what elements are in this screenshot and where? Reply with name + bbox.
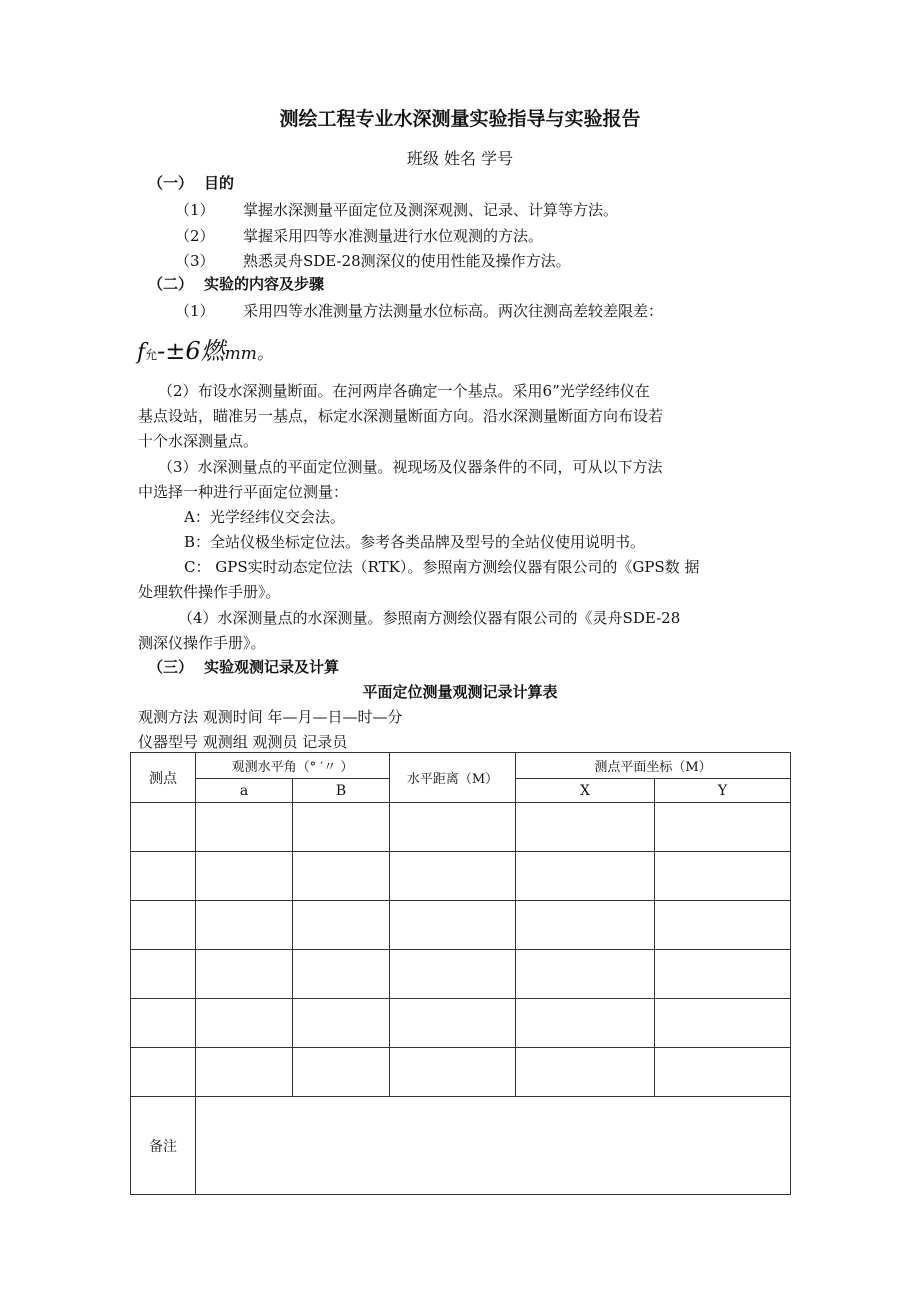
cell[interactable]: [655, 901, 791, 950]
cell[interactable]: [131, 803, 196, 852]
doc-title: 测绘工程专业水深测量实验指导与实验报告: [279, 108, 641, 130]
cell[interactable]: [655, 803, 791, 852]
cell[interactable]: [390, 1048, 516, 1097]
table-row: [131, 901, 791, 950]
section-2-heading: [148, 273, 324, 294]
cell[interactable]: [131, 1048, 196, 1097]
cell[interactable]: [196, 852, 293, 901]
section-1-heading: [148, 172, 234, 193]
cell[interactable]: [655, 1048, 791, 1097]
step-4-line-2: 测深仪操作手册》。: [138, 634, 266, 652]
section-3-heading: [148, 656, 339, 677]
cell[interactable]: [516, 950, 655, 999]
remark-cell[interactable]: [196, 1097, 791, 1195]
section-1-title: 目的: [204, 174, 235, 192]
formula-sub: 允: [145, 348, 158, 362]
remark-label: 备注: [131, 1097, 196, 1195]
cell[interactable]: [293, 852, 390, 901]
cell[interactable]: [131, 999, 196, 1048]
cell[interactable]: [516, 901, 655, 950]
cell[interactable]: [293, 999, 390, 1048]
cell[interactable]: [293, 901, 390, 950]
remark-row: [131, 1097, 791, 1195]
cell[interactable]: [196, 1048, 293, 1097]
cell[interactable]: [390, 901, 516, 950]
objective-1-num: （1）: [175, 201, 215, 219]
cell[interactable]: [390, 999, 516, 1048]
table-info-line-2: 仪器型号 观测组 观测员 记录员: [138, 733, 348, 751]
formula-body: -±6: [157, 337, 201, 365]
section-2-title: 实验的内容及步骤: [204, 275, 325, 293]
method-c-line-1: C： GPS实时动态定位法（RTK）。参照南方测绘仪器有限公司的《GPS数 据: [184, 558, 700, 576]
objective-2-text: 掌握采用四等水准测量进行水位观测的方法。: [243, 227, 544, 245]
tolerance-formula: [137, 331, 274, 366]
record-table: [130, 752, 791, 1195]
objective-3: [175, 250, 571, 271]
header-y: Y: [655, 779, 791, 803]
class-name-id-line: 班级 姓名 学号: [406, 149, 514, 168]
cell[interactable]: [655, 852, 791, 901]
step-4-line-1: （4）水深测量点的水深测量。参照南方测绘仪器有限公司的《灵舟SDE-28: [178, 609, 681, 627]
step-3-line-2: 中选择一种进行平面定位测量：: [138, 483, 349, 501]
cell[interactable]: [390, 852, 516, 901]
cell[interactable]: [516, 852, 655, 901]
cell[interactable]: [131, 901, 196, 950]
cell[interactable]: [516, 1048, 655, 1097]
header-b: B: [293, 779, 390, 803]
section-3-num: （三）: [148, 658, 194, 676]
table-row: [131, 852, 791, 901]
cell[interactable]: [293, 1048, 390, 1097]
table-row: [131, 950, 791, 999]
step-2-line-3: 十个水深测量点。: [138, 432, 259, 450]
step-2-line-2: 基点设站，瞄准另一基点，标定水深测量断面方向。沿水深测量断面方向布设若: [138, 407, 664, 425]
method-a: A：光学经纬仪交会法。: [184, 508, 345, 526]
section-2-num: （二）: [148, 275, 194, 293]
header-point: 测点: [131, 753, 196, 803]
step-2-line-1: （2）布设水深测量断面。在河两岸各确定一个基点。采用6”光学经纬仪在: [158, 382, 650, 400]
cell[interactable]: [196, 901, 293, 950]
cell[interactable]: [655, 950, 791, 999]
cell[interactable]: [390, 803, 516, 852]
cell[interactable]: [293, 950, 390, 999]
table-info-line-1: 观测方法 观测时间 年—月—日—时—分: [138, 708, 403, 726]
step-1-text: 采用四等水准测量方法测量水位标高。两次往测高差较差限差：: [243, 302, 664, 320]
method-b: B：全站仪极坐标定位法。参考各类品牌及型号的全站仪使用说明书。: [184, 533, 646, 551]
objective-1-text: 掌握水深测量平面定位及测深观测、记录、计算等方法。: [243, 201, 619, 219]
method-c-line-2: 处理软件操作手册》。: [138, 583, 281, 601]
cell[interactable]: [196, 950, 293, 999]
cell[interactable]: [655, 999, 791, 1048]
formula-f: f: [137, 340, 146, 365]
table-row: [131, 1048, 791, 1097]
step-1: [175, 300, 663, 321]
table-row: [131, 999, 791, 1048]
table-title: 平面定位测量观测记录计算表: [362, 683, 558, 701]
step-3-line-1: （3）水深测量点的平面定位测量。视现场及仪器条件的不同，可从以下方法: [158, 458, 663, 476]
header-coordinates: 测点平面坐标（M）: [516, 753, 791, 779]
section-3-title: 实验观测记录及计算: [204, 658, 340, 676]
section-1-num: （一）: [148, 174, 194, 192]
cell[interactable]: [516, 999, 655, 1048]
header-distance: 水平距离（M）: [390, 753, 516, 803]
cell[interactable]: [196, 999, 293, 1048]
cell[interactable]: [131, 950, 196, 999]
cell[interactable]: [293, 803, 390, 852]
formula-unit: mm。: [224, 344, 274, 364]
cell[interactable]: [516, 803, 655, 852]
objective-3-num: （3）: [175, 252, 215, 270]
table-row: [131, 803, 791, 852]
header-a: a: [196, 779, 293, 803]
objective-3-text: 熟悉灵舟SDE-28测深仪的使用性能及操作方法。: [243, 252, 571, 270]
formula-glyph: 燃: [200, 337, 225, 365]
objective-2-num: （2）: [175, 227, 215, 245]
objective-1: [175, 199, 618, 220]
cell[interactable]: [131, 852, 196, 901]
cell[interactable]: [196, 803, 293, 852]
header-x: X: [516, 779, 655, 803]
objective-2: [175, 225, 543, 246]
step-1-num: （1）: [175, 302, 215, 320]
header-angle: 观测水平角（° ′〃 ）: [196, 753, 390, 779]
cell[interactable]: [390, 950, 516, 999]
